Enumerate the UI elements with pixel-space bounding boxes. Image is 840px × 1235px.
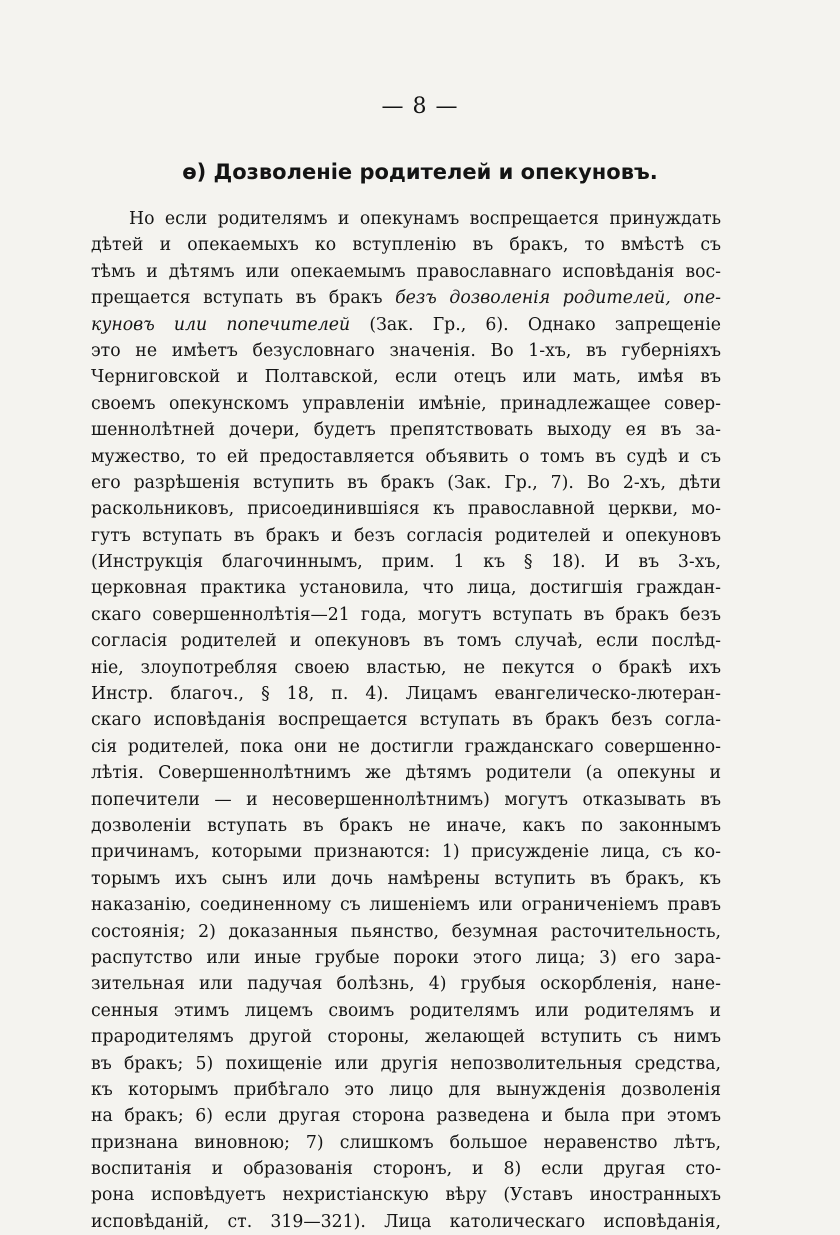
- text-line: дѣтей и опекаемыхъ ко вступленію въ бракъ, то вмѣстѣ съ: [91, 235, 721, 256]
- italic-phrase: безъ дозволенія родителей, опе-: [395, 288, 721, 309]
- text-line: [91, 312, 721, 338]
- text-line: Инстр. благоч., § 18, п. 4). Лицамъ евангелическо-лютеран-: [91, 684, 721, 705]
- text-line: исповѣданій, ст. 319—321). Лица католическаго исповѣданія,: [91, 1211, 721, 1232]
- text-line: на бракъ; 6) если другая сторона разведена и была при этомъ: [91, 1106, 721, 1127]
- text-line: тѣмъ и дѣтямъ или опекаемымъ православнаго исповѣданія вос-: [91, 261, 721, 282]
- text-line: зительная или падучая болѣзнь, 4) грубыя оскорбленія, нане-: [91, 974, 721, 995]
- text-line: его разрѣшенія вступить въ бракъ (Зак. Гр., 7). Во 2-хъ, дѣти: [91, 472, 721, 493]
- text-line: мужество, то ей предоставляется объявить о томъ въ судѣ и съ: [91, 446, 721, 467]
- text-line: дозволеніи вступать въ бракъ не иначе, какъ по законнымъ: [91, 815, 721, 836]
- text-line: воспитанія и образованія сторонъ, и 8) если другая сто-: [91, 1159, 721, 1180]
- text-line: сенныя этимъ лицемъ своимъ родителямъ или родителямъ и: [91, 1000, 721, 1021]
- text-line: признана виновною; 7) слишкомъ большое неравенство лѣтъ,: [91, 1132, 721, 1153]
- text-line: распутство или иные грубые пороки этого лица; 3) его зара-: [91, 947, 721, 968]
- text-line: Черниговской и Полтавской, если отецъ или мать, имѣя въ: [91, 367, 721, 388]
- text-line: своемъ опекунскомъ управленіи имѣніе, принадлежащее совер-: [91, 393, 721, 414]
- text-line: скаго совершеннолѣтія—21 года, могутъ вступать въ бракъ безъ: [91, 604, 721, 625]
- text-line: къ которымъ прибѣгало это лицо для вынужденія дозволенія: [91, 1079, 721, 1100]
- page-number: — 8 —: [381, 94, 459, 119]
- text-line: раскольниковъ, присоединившіяся къ православной церкви, мо-: [91, 499, 721, 520]
- text-line: шеннолѣтней дочери, будетъ препятствовать выходу ея въ за-: [91, 420, 721, 441]
- body-paragraph: [91, 206, 721, 1235]
- text-line: торымъ ихъ сынъ или дочь намѣрены вступить въ бракъ, къ: [91, 868, 721, 889]
- text-segment: прещается вступать въ бракъ: [91, 288, 383, 309]
- text-line: ніе, злоупотребляя своею властью, не пекутся о бракѣ ихъ: [91, 657, 721, 678]
- text-line: въ бракъ; 5) похищеніе или другія непозволительныя средства,: [91, 1053, 721, 1074]
- text-line: это не имѣетъ безусловнаго значенія. Во 1-хъ, въ губерніяхъ: [91, 340, 721, 361]
- text-line: [91, 285, 721, 311]
- text-line: наказанію, соединенному съ лишеніемъ или ограниченіемъ правъ: [91, 895, 721, 916]
- text-line: гутъ вступать въ бракъ и безъ согласія родителей и опекуновъ: [91, 525, 721, 546]
- text-line: лѣтія. Совершеннолѣтнимъ же дѣтямъ родители (а опекуны и: [91, 763, 721, 784]
- text-line: причинамъ, которыми признаются: 1) присужденіе лица, съ ко-: [91, 842, 721, 863]
- text-line: Но если родителямъ и опекунамъ воспрещается принуждать: [129, 209, 721, 229]
- text-line: состоянія; 2) доказанныя пьянство, безумная расточительность,: [91, 921, 721, 942]
- section-heading: ѳ) Дозволеніе родителей и опекуновъ.: [182, 160, 658, 184]
- text-line: рона исповѣдуетъ нехристіанскую вѣру (Уставъ иностранныхъ: [91, 1185, 721, 1206]
- text-segment: (Зак. Гр., 6). Однако запрещеніе: [369, 314, 721, 335]
- text-line: сія родителей, пока они не достигли гражданскаго совершенно-: [91, 736, 721, 757]
- text-line: церковная практика установила, что лица, достигшія граждан-: [91, 578, 721, 599]
- text-line: (Инструкція благочиннымъ, прим. 1 къ § 18). И въ 3-хъ,: [91, 552, 721, 573]
- text-line: согласія родителей и опекуновъ въ томъ случаѣ, если послѣд-: [91, 631, 721, 652]
- italic-phrase: куновъ или попечителей: [91, 314, 351, 335]
- text-line: прародителямъ другой стороны, желающей вступить съ нимъ: [91, 1027, 721, 1048]
- text-line: попечители — и несовершеннолѣтнимъ) могутъ отказывать въ: [91, 789, 721, 810]
- text-line: скаго исповѣданія воспрещается вступать въ бракъ безъ согла-: [91, 710, 721, 731]
